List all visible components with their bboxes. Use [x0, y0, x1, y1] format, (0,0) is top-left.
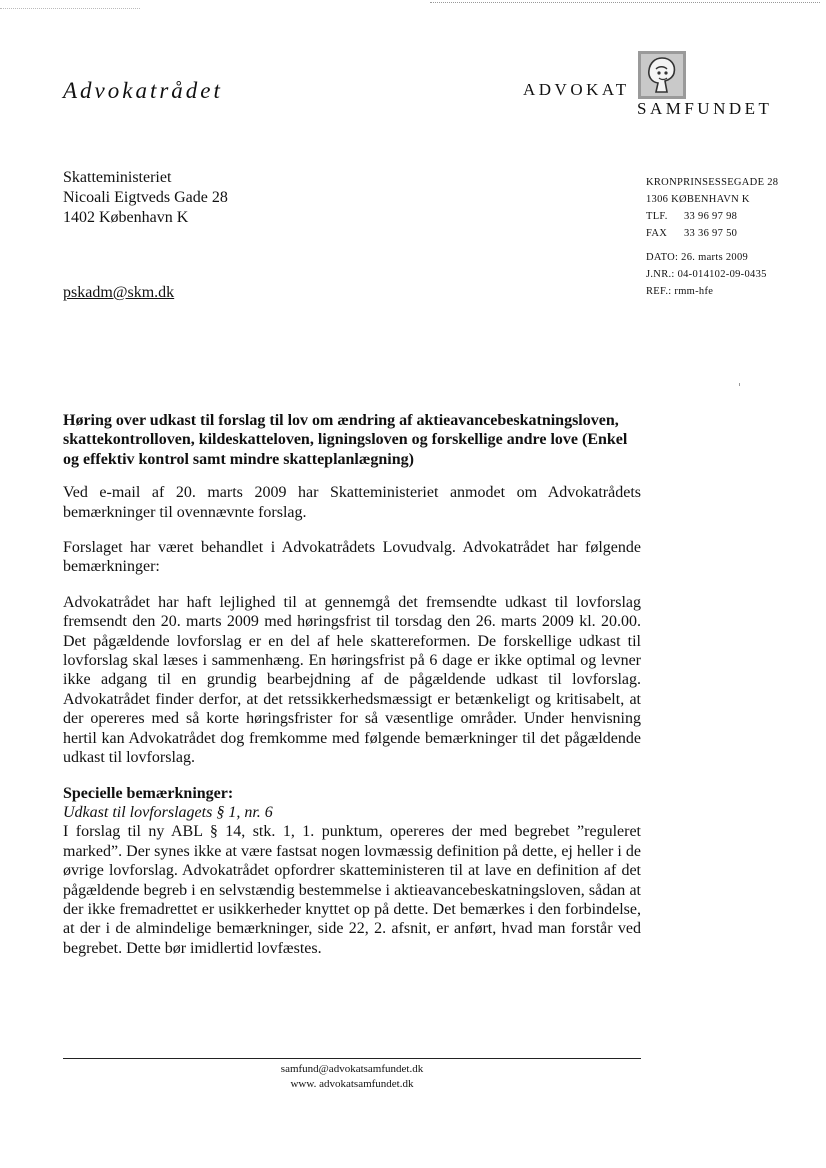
reference-label: REF.: — [646, 286, 672, 297]
footer-web-link[interactable]: www. advokatsamfundet.dk — [290, 1078, 414, 1090]
scan-edge-line — [430, 2, 820, 3]
reference-value: rmm-hfe — [674, 286, 714, 297]
logo-text-advokat: ADVOKAT — [523, 80, 630, 99]
sender-fax-row — [646, 225, 778, 242]
recipient-email-link[interactable]: pskadm@skm.dk — [63, 284, 175, 301]
phone-label: TLF. — [646, 211, 668, 222]
journal-row — [646, 266, 778, 283]
footer — [63, 1062, 641, 1092]
paragraph-committee: Forslaget har været behandlet i Advokatrådets Lovudvalg. Advokatrådet har følgende bemærkninger: — [63, 539, 641, 576]
recipient-street: Nicoali Eigtveds Gade 28 — [63, 189, 228, 206]
letter-subject: Høring over udkast til forslag til lov om ændring af aktieavancebeskatningsloven, skattekontrolloven, kildeskatteloven, ligningsloven og forskellige andre love (Enkel og effektiv kontrol samt mindre skatteplanlægning) — [63, 412, 628, 468]
paragraph-specific-remarks: I forslag til ny ABL § 14, stk. 1, 1. punktum, opereres der med begrebet ”reguleret marked”. Der synes ikke at være fastsat nogen lovmæssig definition på dette, ej heller i de øvrige lovforslag. Advokatrådet opfordrer skatteministeren til at lave en definition af det pågældende begreb i en selvstændig bestemmelse i aktieavancebeskatningsloven, sådan at der ikke fremadrettet er usikkerheder knyttet op på dette. Det bemærkes i den forbindelse, at der i de almindelige bemærkninger, side 22, 2. afsnit, er anført, hvad man forstår ved begrebet. Dette bør imidlertid lovfæstes. — [63, 823, 641, 957]
margin-mark — [739, 383, 740, 386]
journal-value: 04-014102-09-0435 — [677, 269, 767, 280]
fax-value: 33 36 97 50 — [684, 228, 738, 239]
phone-value: 33 96 97 98 — [684, 211, 738, 222]
footer-email-link[interactable]: samfund@advokatsamfundet.dk — [280, 1063, 424, 1075]
section-heading: Specielle bemærkninger: — [63, 784, 234, 802]
recipient-name: Skatteministeriet — [63, 169, 172, 186]
sender-phone-row — [646, 208, 778, 225]
advokatsamfundet-logo-icon — [638, 51, 686, 99]
paragraph-general-remarks: Advokatrådet har haft lejlighed til at gennemgå det fremsendte udkast til lovforslag fremsendt den 20. marts 2009 med høringsfrist til torsdag den 26. marts 2009 kl. 20.00. Det pågældende lovforslag er en del af hele skattereformen. De forskellige udkast til lovforslag skal læses i sammenhæng. En høringsfrist på 6 dage er ikke optimal og levner ikke adgang til en grundig bearbejdning af de pågældende udkast til lovforslag. Advokatrådet finder derfor, at det retssikkerhedsmæssigt er betænkeligt og kritisabelt, at der opereres med så korte høringsfrister for så væsentlige områder. Under henvisning hertil kan Advokatrådet dog fremkomme med følgende bemærkninger til det pågældende udkast til lovforslag. — [63, 593, 641, 767]
paragraph-intro: Ved e-mail af 20. marts 2009 har Skatteministeriet anmodet om Advokatrådets bemærkninger til ovennævnte forslag. — [63, 484, 641, 521]
journal-label: J.NR.: — [646, 269, 675, 280]
subsection-heading: Udkast til lovforslagets § 1, nr. 6 — [63, 803, 273, 821]
logo-text-samfundet: SAMFUNDET — [637, 99, 773, 118]
recipient-city: 1402 København K — [63, 209, 189, 226]
recipient-address — [63, 168, 228, 228]
footer-divider — [63, 1058, 641, 1059]
scan-edge-line — [0, 8, 140, 9]
reference-row — [646, 283, 778, 300]
fax-label: FAX — [646, 228, 668, 239]
letterhead-title: Advokatrådet — [63, 78, 223, 103]
letter-body — [63, 411, 641, 974]
date-label: DATO: — [646, 252, 679, 263]
date-value: 26. marts 2009 — [681, 252, 749, 263]
date-row — [646, 249, 778, 266]
sender-city: 1306 KØBENHAVN K — [646, 194, 750, 205]
sender-details — [646, 174, 778, 300]
sender-street: KRONPRINSESSEGADE 28 — [646, 177, 779, 188]
